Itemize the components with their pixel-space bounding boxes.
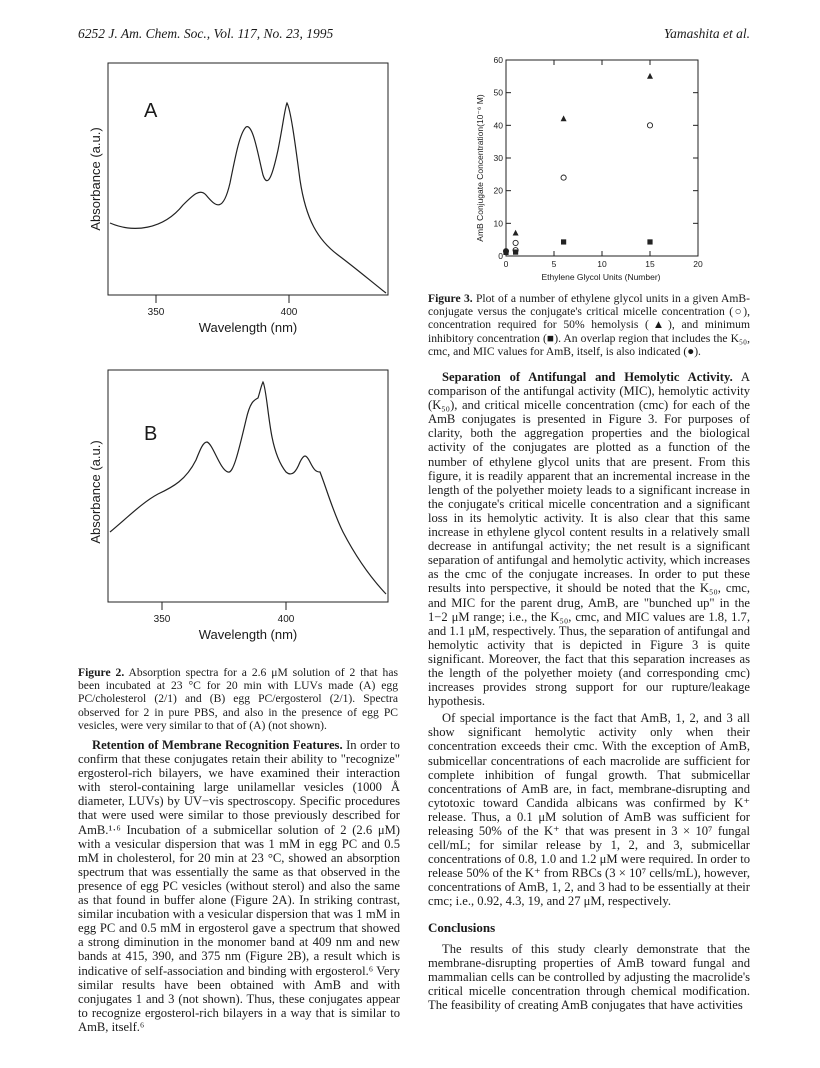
- separation-paragraph: A comparison of the antifungal activity (MIC), hemolytic activity (K₅₀), and critical micelle concentration (cmc) for each of the AmB conjugates is presented in Figure 3. For purposes of clarity, both the aggregation properties and the biological activity of the conjugates are plotted as a function of the number of ethylene glycol units that are present. From this figure, it is readily apparent that an incremental increase in the length of the polyether moiety leads to a significant increase in the conjugate's critical micelle concentration and a significant loss in its hemolytic activity. It is also clear that this same increase in ethylene glycol content results in a relatively small decrease in antifungal activity; the net result is a significant separation of antifungal and hemolytic activity, which increases as the cmc of the conjugate increases. In order to put these results into perspective, it should be noted that the K₅₀, cmc, and MIC for the parent drug, AmB, are "bunched up" in the 1−2 μM range; i.e., the K₅₀, cmc, and MIC values are 1.8, 1.7, and 1.1 μM, respectively. Thus, the separation of antifungal and hemolytic activity that is depicted in Figure 3 is quite significant. Moreover, the fact that this separation increases as the length of the polyether moiety (and corresponding cmc) increases provides strong support for our rupture/leakage hypothesis.: [428, 370, 750, 709]
- y-tick-label-30: 30: [493, 153, 503, 163]
- filled-triangle-point-1: [561, 115, 567, 121]
- x-axis-label-b: Wavelength (nm): [198, 627, 298, 642]
- plot-frame-a: [108, 63, 388, 295]
- y-tick-label-10: 10: [493, 218, 503, 229]
- figure-2-caption: [78, 666, 398, 732]
- y-tick-label-60: 60: [493, 55, 503, 65]
- open-circle-point-2: [561, 175, 566, 180]
- x-tick-label-b-350: 350: [153, 614, 171, 625]
- filled-circle-point-0: [503, 248, 509, 254]
- figure-3-caption-label: Figure 3.: [428, 292, 473, 305]
- figure-3-caption-text: Plot of a number of ethylene glycol units in a given AmB-conjugate versus the conjugate's critical micelle concentration (○), concentration required for 50% hemolysis (▲), and minimum inhibitory concentration (■). An overlap region that includes the K₅₀, cmc, and MIC values for AmB, itself, is also indicated (●).: [428, 292, 750, 358]
- x-tick-label-a-350: 350: [147, 307, 165, 318]
- figure-2a-spectrum: [78, 55, 408, 340]
- y-tick-label-20: 20: [493, 185, 503, 196]
- left-column-text: [78, 738, 400, 1034]
- x-tick-label-a-400: 400: [280, 307, 298, 318]
- x-tick-label-20: 20: [693, 259, 703, 269]
- x-tick-label-0: 0: [503, 259, 509, 269]
- y-tick-label-40: 40: [493, 120, 503, 131]
- x-tick-label-10: 10: [597, 259, 607, 269]
- filled-triangle-point-0: [513, 230, 519, 236]
- figure-3-x-axis-label: Ethylene Glycol Units (Number): [541, 272, 661, 282]
- y-tick-label-50: 50: [493, 87, 503, 98]
- figure-2-caption-label: Figure 2.: [78, 666, 125, 679]
- y-axis-label-a: Absorbance (a.u.): [88, 127, 103, 231]
- x-tick-label-b-400: 400: [277, 614, 295, 625]
- running-header-left: 6252 J. Am. Chem. Soc., Vol. 117, No. 23, 1995: [78, 26, 334, 41]
- figure-3-plot-frame: [506, 60, 698, 256]
- figure-3-y-axis-label: AmB Conjugate Concentration(10⁻⁶ M): [475, 94, 485, 242]
- y-tick-label-0: 0: [498, 251, 503, 261]
- section-heading-membrane: Retention of Membrane Recognition Features.: [92, 738, 343, 752]
- plot-frame-b: [108, 370, 388, 602]
- right-column-text: [428, 370, 750, 1012]
- membrane-paragraph: In order to confirm that these conjugates retain their ability to "recognize" ergosterol-rich bilayers, we have examined their interaction with sterol-containing large unilamellar vesicles (1000 Å diameter, LUVs) by UV−vis spectroscopy. Specific procedures that were used were similar to those previously described for AmB.¹·⁶ Incubation of a submicellar solution of 2 (2.6 μM) with a vesicular dispersion that was 1 mM in egg PC and 0.5 mM in cholesterol, for 20 min at 23 °C, showed an absorption spectrum that was essentially the same as that observed in the presence of egg PC vesicles (without sterol) and also the same as that found in buffer alone (Figure 2A). In striking contrast, similar incubation with a vesicular dispersion that was 1 mM in egg PC and 0.5 mM in ergosterol gave a spectrum that showed a strong diminution in the monomer band at 409 nm and new bands at 415, 390, and 375 nm (Figure 2B), a result which is indicative of self-association and binding with ergosterol.⁶ Very similar results have been obtained with AmB and with conjugates 1 and 3 (not shown). Thus, these conjugates appear to recognize ergosterol-rich bilayers in a way that is similar to AmB, itself.⁶: [78, 738, 400, 1034]
- absorbance-curve-a: [110, 103, 386, 293]
- section-heading-separation: Separation of Antifungal and Hemolytic Activity.: [442, 370, 733, 384]
- y-axis-label-b: Absorbance (a.u.): [88, 440, 103, 544]
- conclusions-paragraph: The results of this study clearly demonstrate that the membrane-disrupting properties of AmB toward fungal and mammalian cells can be controlled by adjusting the macrolide's critical micelle concentration through chemical modification. The feasibility of creating AmB conjugates that have activities: [428, 941, 750, 1013]
- filled-square-point-3: [647, 239, 652, 244]
- figure-2b-spectrum: [78, 362, 408, 650]
- filled-triangle-point-2: [647, 73, 653, 79]
- open-circle-point-3: [647, 123, 652, 128]
- figure-3-scatter-plot: [470, 48, 750, 286]
- open-circle-point-1: [513, 240, 518, 245]
- special-importance-paragraph: Of special importance is the fact that AmB, 1, 2, and 3 all show significant hemolytic activity only when their concentration exceeds their cmc. With the exception of AmB, submicellar concentrations of each macrolide are sufficient for complete inhibition of fungal growth. That submicellar concentrations of AmB are, in fact, membrane-disrupting and cytotoxic toward Candida albicans was confirmed by K⁺ release. Thus, a 0.1 μM solution of AmB was sufficient for releasing 50% of the K⁺ that was present in 3 × 10⁷ fungal cell/mL; for similar release by 1, 2, and 3, submicellar concentrations of 0.8, 1.0 and 1.2 μM were required. In order to release 50% of the K⁺ from RBCs (3 × 10⁷ cells/mL), however, concentrations of AmB, 1, 2, and 3 had to be essentially at their cmc; i.e., 0.92, 4.3, 19, and 27 μM, respectively.: [428, 711, 750, 909]
- filled-square-point-1: [513, 249, 518, 254]
- absorbance-curve-b: [110, 382, 386, 594]
- x-axis-label-a: Wavelength (nm): [198, 320, 298, 335]
- filled-square-point-2: [561, 239, 566, 244]
- figure-3-caption: [428, 292, 750, 358]
- x-tick-label-5: 5: [551, 259, 557, 269]
- conclusions-heading: Conclusions: [428, 919, 496, 935]
- x-tick-label-15: 15: [645, 259, 655, 269]
- figure-2-caption-text: Absorption spectra for a 2.6 μM solution of 2 that has been incubated at 23 °C for 20 min with LUVs made (A) egg PC/cholesterol (2/1) and (B) egg PC/ergosterol (2/1). Spectra observed for 2 in pure PBS, and also in the presence of egg PC vesicles, were very similar to that of (A) (not shown).: [78, 666, 398, 732]
- panel-letter-a: A: [144, 100, 158, 122]
- panel-letter-b: B: [144, 423, 158, 445]
- running-header-right: Yamashita et al.: [663, 26, 750, 41]
